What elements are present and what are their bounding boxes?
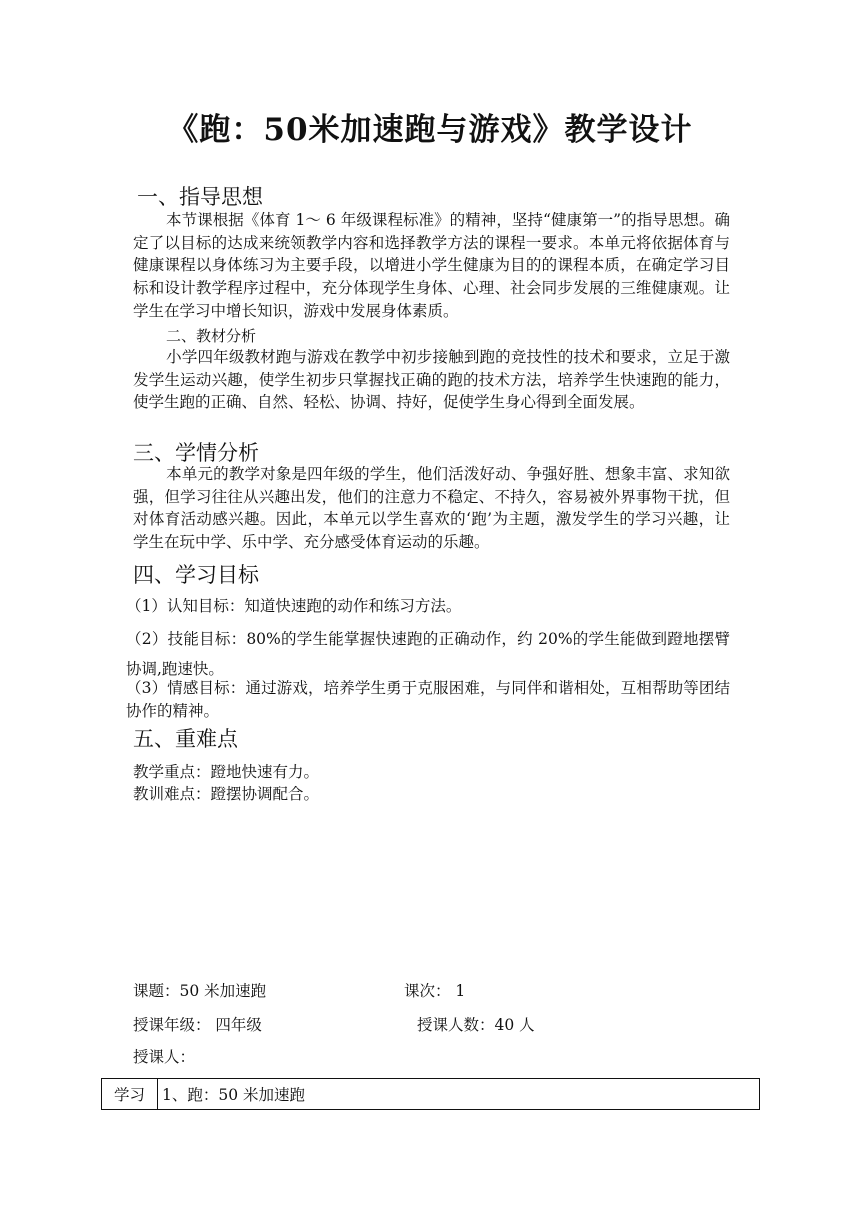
section-heading-key-difficult-points: 五、重难点	[133, 727, 238, 751]
lesson-plan-table	[101, 1078, 760, 1110]
document-title: 《跑：50米加速跑与游戏》教学设计	[167, 112, 693, 148]
lesson-teacher: 授课人：	[133, 1048, 196, 1066]
paragraph-material-analysis-text: 小学四年级教材跑与游戏在教学中初步接触到跑的竞技性的技术和要求，立足于激发学生运动兴趣，使学生初步只掌握找正确的跑的技术方法，培养学生快速跑的能力，使学生跑的正确、自然、轻松、协调、持好，促使学生身心得到全面发展。	[133, 348, 730, 412]
paragraph-student-analysis-text: 本单元的教学对象是四年级的学生，他们活泼好动、争强好胜、想象丰富、求知欲强，但学习往往从兴趣出发，他们的注意力不稳定、不持久，容易被外界事物干扰，但对体育活动感兴趣。因此，本单元以学生喜欢的‘跑’为主题，激发学生的学习兴趣，让学生在玩中学、乐中学、充分感受体育运动的乐趣。	[133, 465, 730, 552]
section-heading-student-analysis: 三、学情分析	[133, 441, 259, 465]
table-cell-content: 1、跑：50 米加速跑	[158, 1079, 760, 1110]
section-heading-material-analysis: 二、教材分析	[166, 327, 257, 345]
paragraph-guiding-ideology-text: 本节课根据《体育 1～ 6 年级课程标准》的精神，坚持“健康第一”的指导思想。确定了以目标的达成来统领教学内容和选择教学方法的课程一要求。本单元将依据体育与健康课程以身体练习为主要手段，以增进小学生健康为目的的课程本质，在确定学习目标和设计教学程序过程中，充分体现学生身体、心理、社会同步发展的三维健康观。让学生在学习中增长知识，游戏中发展身体素质。	[133, 211, 730, 320]
goal-cognitive: （1）认知目标：知道快速跑的动作和练习方法。	[126, 597, 462, 615]
teaching-key-point: 教学重点：蹬地快速有力。	[133, 763, 320, 781]
table-cell-label: 学习	[102, 1079, 158, 1110]
section-heading-learning-goals: 四、学习目标	[133, 563, 259, 587]
section-heading-guiding-ideology: 一、指导思想	[137, 185, 263, 209]
lesson-topic: 课题：50 米加速跑	[133, 982, 267, 1000]
paragraph-guiding-ideology	[133, 209, 730, 323]
teaching-difficult-point: 教训难点：蹬摆协调配合。	[133, 785, 320, 803]
student-count: 授课人数：40 人	[417, 1016, 535, 1034]
goal-skill: （2）技能目标：80%的学生能掌握快速跑的正确动作，约 20%的学生能做到蹬地摆臂协调,跑速快。	[126, 630, 730, 678]
paragraph-material-analysis	[133, 346, 730, 414]
goal-emotional: （3）情感目标：通过游戏，培养学生勇于克服困难，与同伴和谐相处，互相帮助等团结协作的精神。	[126, 679, 730, 720]
lesson-number: 课次： 1	[404, 982, 466, 1000]
table-row	[102, 1079, 760, 1110]
paragraph-student-analysis	[133, 463, 730, 554]
lesson-grade: 授课年级： 四年级	[133, 1016, 262, 1034]
